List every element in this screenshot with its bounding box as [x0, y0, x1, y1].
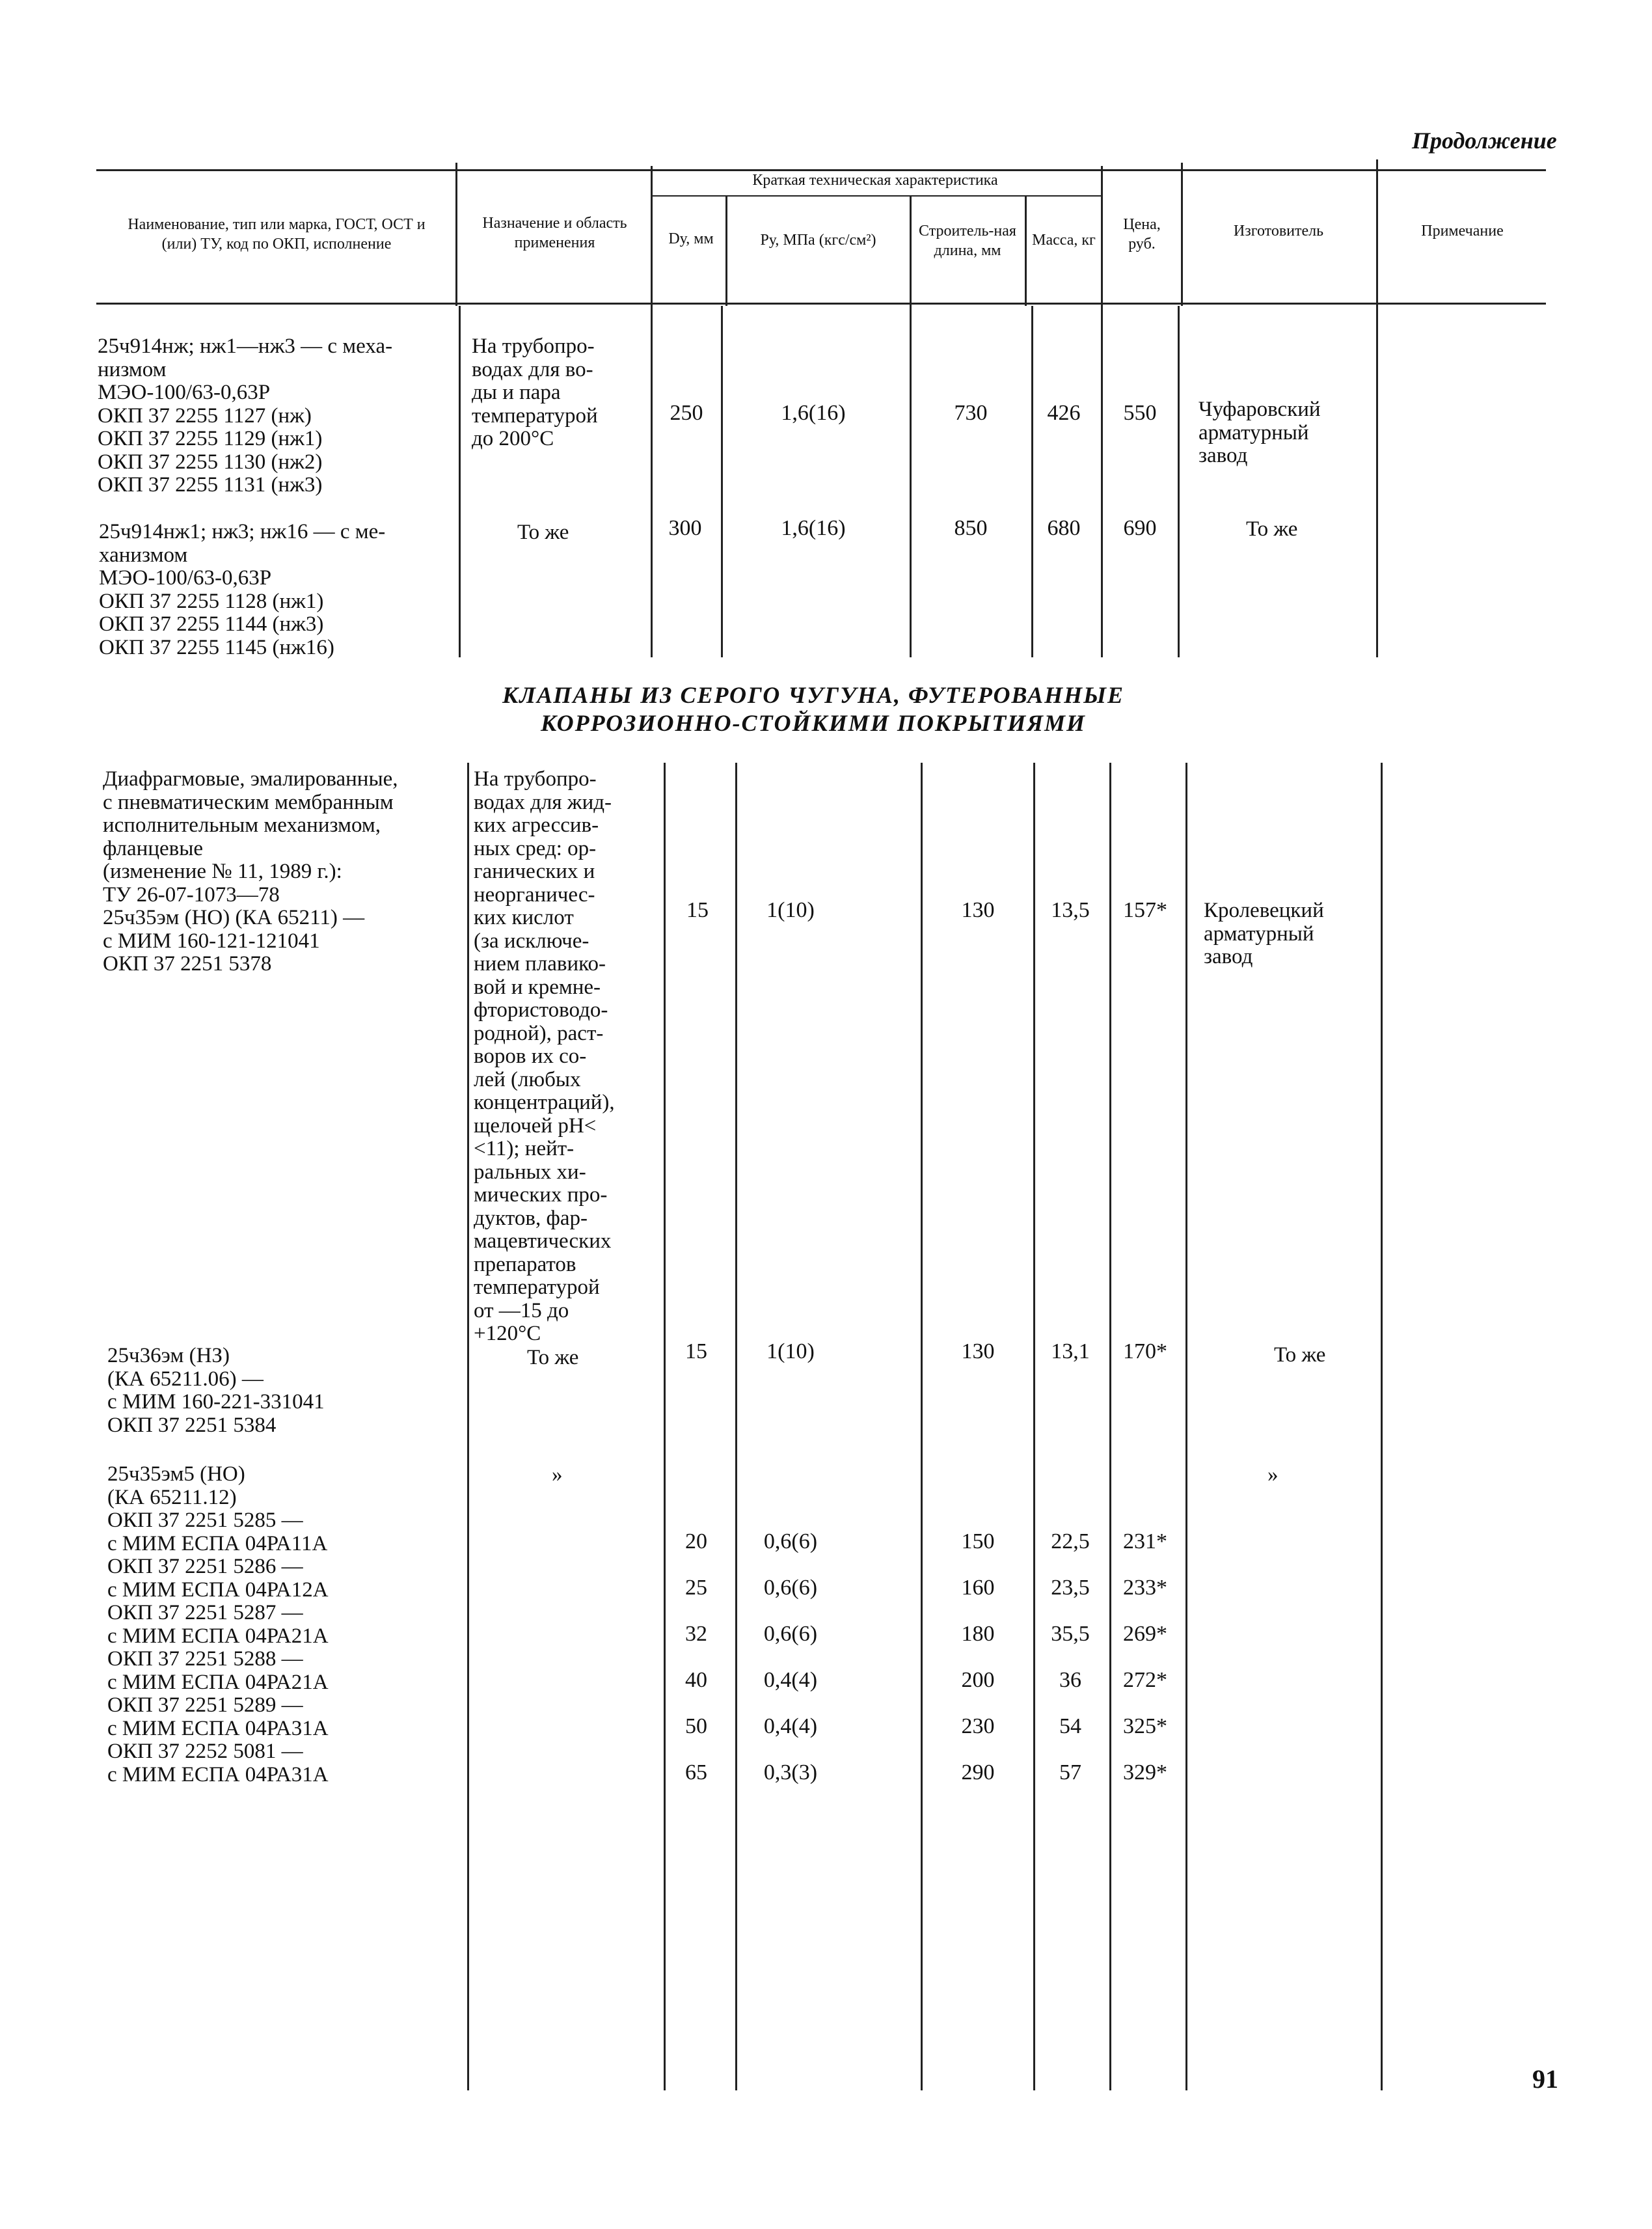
header-length: Строитель-ная длина, мм [919, 223, 1016, 259]
table-cell-purpose: То же [517, 521, 569, 544]
table-cell-length: 160 [961, 1576, 995, 1600]
table-cell-length: 730 [954, 401, 988, 425]
col-divider [1181, 163, 1183, 306]
header-dy: Dу, мм [668, 230, 714, 247]
table-cell-py: 1,6(16) [781, 401, 846, 425]
header-price: Цена, руб. [1123, 216, 1161, 253]
table-cell-py: 1(10) [766, 1339, 815, 1363]
header-maker: Изготовитель [1233, 223, 1324, 239]
col-divider [910, 306, 912, 657]
col-divider [467, 763, 469, 2090]
table-cell-py: 1,6(16) [781, 516, 846, 540]
continuation-label: Продолжение [1412, 128, 1557, 154]
table-cell-length: 130 [961, 898, 995, 922]
col-divider [455, 163, 457, 306]
header-bottom-rule [96, 303, 1546, 305]
table-cell-mass: 35,5 [1051, 1622, 1090, 1646]
table-cell-name: 25ч914нж1; нж3; нж16 — с ме- ханизмом МЭО-100/63-0,63Р ОКП 37 2255 1128 (нж1) ОКП 37 2255 1144 (нж3) ОКП 37 2255 1145 (нж16) [99, 520, 386, 659]
header-name: Наименование, тип или марка, ГОСТ, ОСТ и (или) ТУ, код по ОКП, исполнение [128, 216, 426, 253]
table-cell-dy: 65 [685, 1760, 707, 1785]
col-divider [1025, 195, 1027, 306]
table-cell-dy: 250 [670, 401, 703, 425]
table-cell-dy: 300 [668, 516, 702, 540]
section-title: КЛАПАНЫ ИЗ СЕРОГО ЧУГУНА, ФУТЕРОВАННЫЕ [502, 682, 1124, 708]
table-cell-name: 25ч35эм5 (НО) (КА 65211.12) ОКП 37 2251 5285 — с МИМ ЕСПА 04РА11А ОКП 37 2251 5286 — с МИМ ЕСПА 04РА12А ОКП 37 2251 5287 — с МИМ ЕСПА 04РА21А ОКП 37 2251 5288 — с МИМ ЕСПА 04РА21А ОКП 37 2251 5289 — с МИМ ЕСПА 04РА31А ОКП 37 2252 5081 — с МИМ ЕСПА 04РА31А [107, 1462, 329, 1786]
table-cell-price: 231* [1123, 1529, 1167, 1553]
table-cell-length: 200 [961, 1668, 995, 1692]
table-cell-mass: 57 [1059, 1760, 1081, 1785]
table-cell-price: 550 [1123, 401, 1157, 425]
col-divider [1109, 763, 1111, 2090]
table-cell-length: 850 [954, 516, 988, 540]
col-divider [1376, 306, 1378, 657]
table-cell-price: 269* [1123, 1622, 1167, 1646]
table-cell-name: Диафрагмовые, эмалированные, с пневматическим мембранным исполнительным механизмом, фланцевые (изменение № 11, 1989 г.): ТУ 26-07-1073—78 25ч35эм (НО) (КА 65211) — с МИМ 160-121-121041 ОКП 37 2251 5378 [103, 767, 398, 976]
table-cell-mass: 426 [1047, 401, 1081, 425]
table-cell-py: 0,6(6) [763, 1622, 818, 1646]
col-divider [459, 306, 461, 657]
col-divider [721, 306, 723, 657]
table-cell-py: 0,6(6) [763, 1529, 818, 1553]
table-cell-length: 130 [961, 1339, 995, 1363]
table-cell-mass: 680 [1047, 516, 1081, 540]
table-cell-price: 325* [1123, 1714, 1167, 1738]
table-cell-py: 0,4(4) [763, 1714, 818, 1738]
col-divider [1185, 763, 1187, 2090]
table-cell-price: 233* [1123, 1576, 1167, 1600]
table-cell-length: 180 [961, 1622, 995, 1646]
col-divider [921, 763, 923, 2090]
table-cell-mass: 54 [1059, 1714, 1081, 1738]
table-cell-name: 25ч36эм (НЗ) (КА 65211.06) — с МИМ 160-221-331041 ОКП 37 2251 5384 [107, 1344, 325, 1437]
table-cell-py: 0,6(6) [763, 1576, 818, 1600]
header-py: Pу, МПа (кгс/см²) [760, 232, 876, 249]
table-cell-maker: Кролевецкий арматурный завод [1204, 899, 1324, 968]
col-divider [1031, 306, 1033, 657]
col-divider [1101, 166, 1103, 306]
table-cell-dy: 15 [686, 898, 709, 922]
table-cell-purpose: То же [527, 1346, 579, 1369]
table-cell-price: 272* [1123, 1668, 1167, 1692]
table-cell-dy: 50 [685, 1714, 707, 1738]
header-purpose: Назначение и область применения [482, 215, 627, 251]
header-brief-spec: Краткая техническая характеристика [752, 172, 998, 189]
col-divider [651, 166, 653, 306]
table-cell-maker-ditto: » [1267, 1463, 1279, 1486]
table-cell-price: 329* [1123, 1760, 1167, 1785]
spec-group-rule [651, 195, 1101, 197]
table-cell-py: 0,3(3) [763, 1760, 818, 1785]
table-cell-dy: 25 [685, 1576, 707, 1600]
table-cell-dy: 15 [685, 1339, 707, 1363]
table-cell-purpose: На трубопро- водах для жид- ких агрессив- ных сред: ор- ганических и неорганичес- ких кислот (за исключе- нием плавико- вой и кремне- фтористоводо- родной), раст- воров их со- лей (любых концентраций), щелочей pH< <11); нейт- ральных хи- мических про- дуктов, фар- мацевтических препаратов температурой от —15 до +120°С [474, 767, 615, 1345]
table-cell-length: 150 [961, 1529, 995, 1553]
col-divider [735, 763, 737, 2090]
table-cell-purpose: На трубопро- водах для во- ды и пара температурой до 200°С [472, 335, 598, 450]
table-cell-mass: 36 [1059, 1668, 1081, 1692]
table-cell-py: 1(10) [766, 898, 815, 922]
table-cell-py: 0,4(4) [763, 1668, 818, 1692]
col-divider [664, 763, 666, 2090]
page-number: 91 [1532, 2064, 1558, 2094]
table-cell-price: 170* [1123, 1339, 1167, 1363]
table-cell-length: 290 [961, 1760, 995, 1785]
table-cell-price: 157* [1123, 898, 1167, 922]
col-divider [910, 195, 912, 306]
table-cell-maker: То же [1246, 517, 1298, 541]
table-cell-purpose-ditto: » [552, 1463, 563, 1486]
table-cell-mass: 23,5 [1051, 1576, 1090, 1600]
table-cell-price: 690 [1123, 516, 1157, 540]
header-mass: Масса, кг [1032, 232, 1096, 249]
col-divider [1381, 763, 1383, 2090]
col-divider [1033, 763, 1035, 2090]
col-divider [651, 306, 653, 657]
table-cell-dy: 40 [685, 1668, 707, 1692]
table-cell-maker: То же [1274, 1343, 1326, 1367]
table-cell-length: 230 [961, 1714, 995, 1738]
col-divider [1101, 306, 1103, 657]
table-cell-mass: 13,5 [1051, 898, 1090, 922]
table-cell-maker: Чуфаровский арматурный завод [1198, 398, 1321, 467]
table-cell-mass: 22,5 [1051, 1529, 1090, 1553]
col-divider [1178, 306, 1180, 657]
table-cell-dy: 20 [685, 1529, 707, 1553]
table-cell-dy: 32 [685, 1622, 707, 1646]
section-title: КОРРОЗИОННО-СТОЙКИМИ ПОКРЫТИЯМИ [540, 710, 1087, 736]
header-note: Примечание [1421, 223, 1504, 239]
table-cell-mass: 13,1 [1051, 1339, 1090, 1363]
table-cell-name: 25ч914нж; нж1—нж3 — с меха- низмом МЭО-100/63-0,63Р ОКП 37 2255 1127 (нж) ОКП 37 2255 1129 (нж1) ОКП 37 2255 1130 (нж2) ОКП 37 2255 1131 (нж3) [98, 335, 393, 497]
col-divider [725, 195, 727, 306]
col-divider [1376, 159, 1378, 306]
